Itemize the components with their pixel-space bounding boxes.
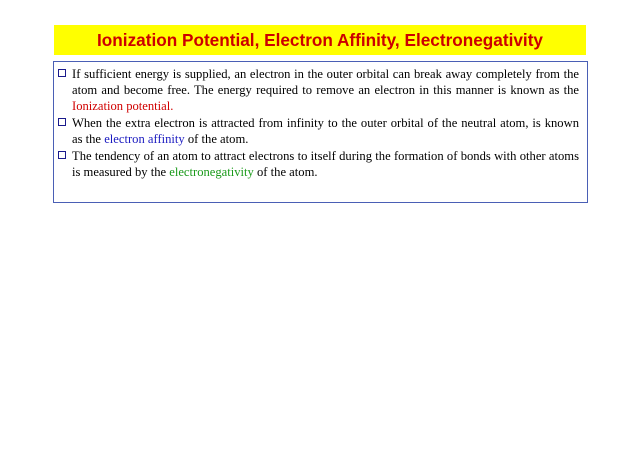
bullet-text-end: of the atom. <box>184 132 249 147</box>
term-electronegativity: electronegativity <box>169 165 254 180</box>
title-banner <box>54 25 586 55</box>
term-ionization-potential: Ionization potential. <box>72 99 174 114</box>
page-title: Ionization Potential, Electron Affinity, Electronegativity <box>97 29 543 50</box>
bullet-text: When the extra electron is attracted from infinity to the outer orbital of the neutral atom, is known as the <box>72 116 579 147</box>
bullet-electron-affinity <box>58 115 579 147</box>
checkbox-icon <box>58 69 66 77</box>
checkbox-icon <box>58 151 66 159</box>
bullet-electronegativity <box>58 148 579 180</box>
bullet-text-end: of the atom. <box>253 165 318 180</box>
bullet-text: The tendency of an atom to attract electrons to itself during the formation of bonds with other atoms is measured by the <box>72 149 579 180</box>
bullet-text: If sufficient energy is supplied, an electron in the outer orbital can break away completely from the atom and become free. The energy required to remove an electron in this manner is known as the <box>72 67 579 98</box>
bullet-ionization-potential <box>58 66 579 115</box>
term-electron-affinity: electron affinity <box>104 132 185 147</box>
content-box <box>53 61 588 203</box>
checkbox-icon <box>58 118 66 126</box>
